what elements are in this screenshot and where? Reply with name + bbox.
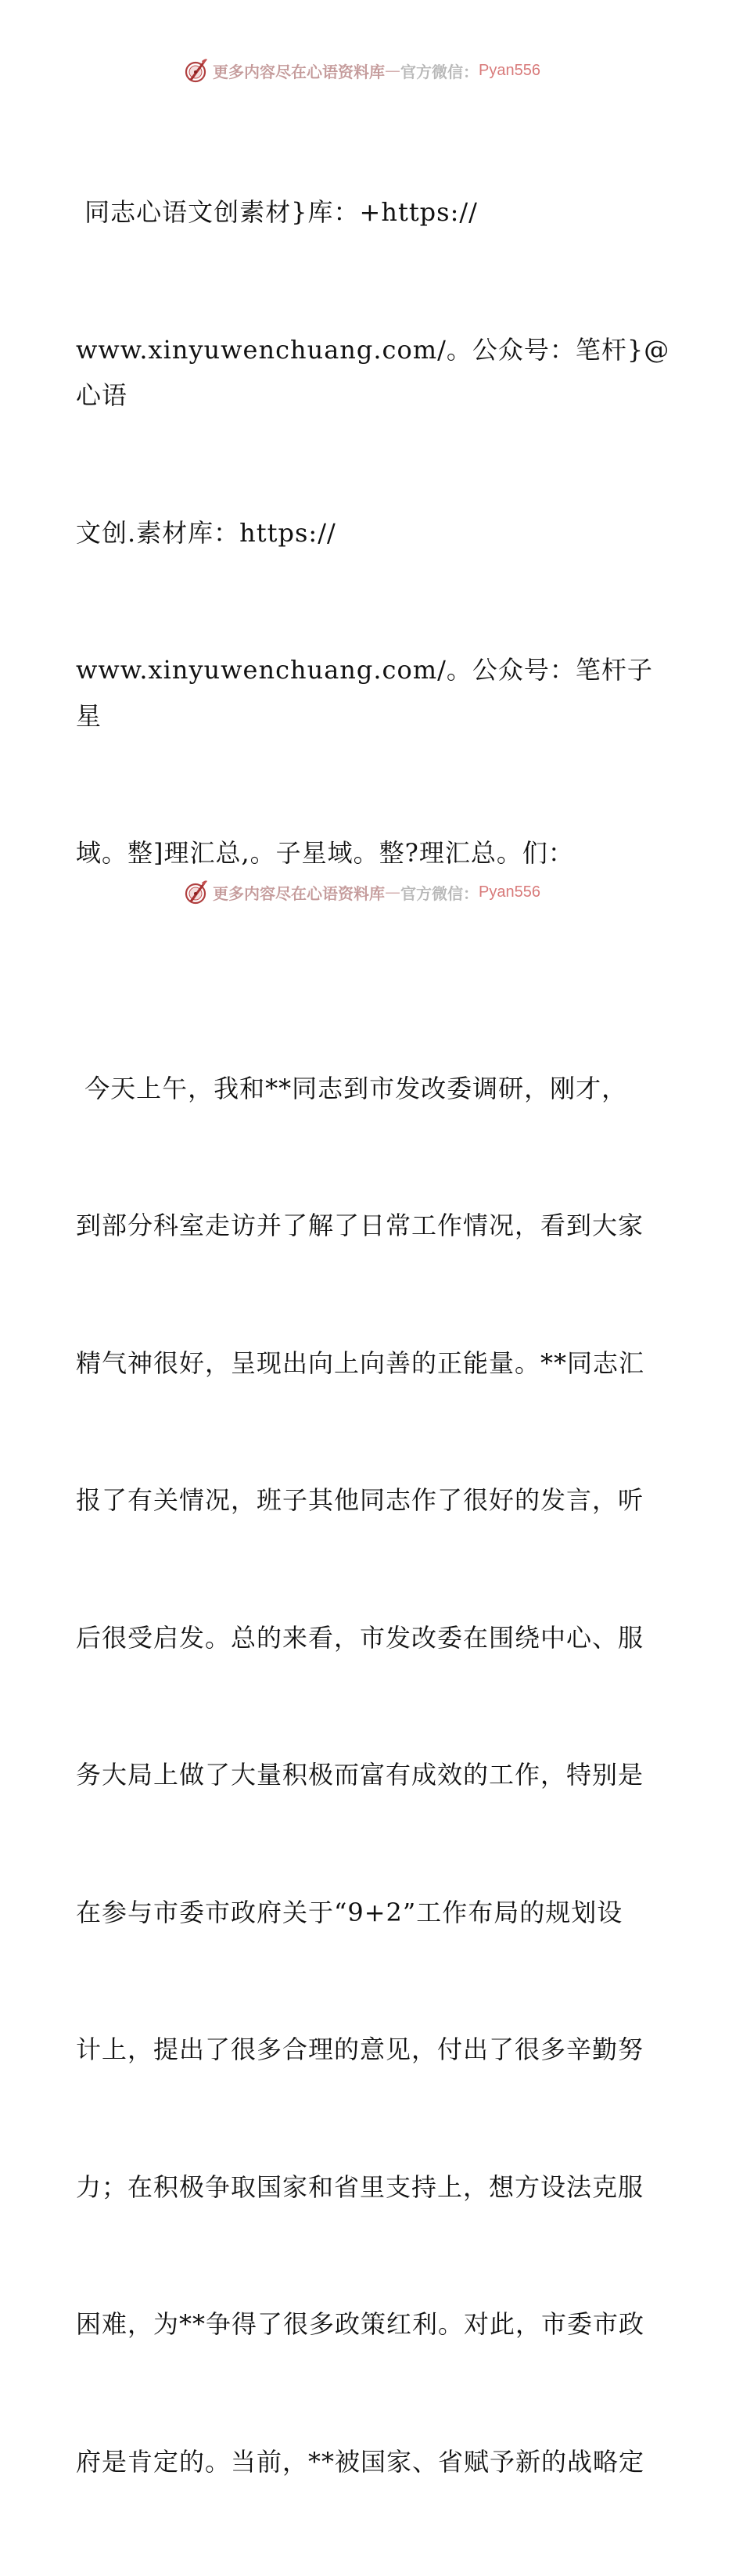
watermark-official-label: 官方微信：: [400, 59, 479, 82]
watermark-main-text: 更多内容尽在心语资料库: [213, 59, 385, 82]
header-watermark: [181, 55, 540, 86]
header-watermark-banner: [0, 55, 743, 86]
text-line: 同志心语文创素材}库：+https://: [76, 189, 670, 236]
text-line: 府是肯定的。当前，**被国家、省赋予新的战略定: [76, 2439, 670, 2485]
text-line: 后很受启发。总的来看，市发改委在围绕中心、服: [76, 1615, 670, 1661]
text-line: 在参与市委市政府关于“9+2”工作布局的规划设: [76, 1890, 670, 1936]
text-line: 困难，为**争得了很多政策红利。对此，市委市政: [76, 2301, 670, 2348]
text-line: 精气神很好，呈现出向上向善的正能量。**同志汇: [76, 1340, 670, 1387]
text-line: www.xinyuwenchuang.com/。公众号：笔杆子星: [76, 647, 670, 739]
paragraph-intro: [76, 98, 670, 968]
feather-pen-logo-icon: [181, 56, 210, 85]
text-line: 计上，提出了很多合理的意见，付出了很多辛勤努: [76, 2027, 670, 2073]
text-line: 文创.素材库：https://: [76, 510, 670, 556]
text-line: 到部分科室走访并了解了日常工作情况，看到大家: [76, 1203, 670, 1249]
text-line: www.xinyuwenchuang.com/。公众号：笔杆}@心语: [76, 327, 670, 419]
watermark-official-label: 官方微信：: [400, 881, 479, 904]
text-line: 务大局上做了大量积极而富有成效的工作，特别是: [76, 1752, 670, 1798]
text-line: 今天上午，我和**同志到市发改委调研，刚才，: [76, 1066, 670, 1112]
text-line: 报了有关情况，班子其他同志作了很好的发言，听: [76, 1477, 670, 1524]
watermark-wechat-id: Pyan556: [479, 883, 540, 901]
watermark-wechat-id: Pyan556: [479, 62, 540, 80]
text-line: 域。整]理汇总,。子星域。整?理汇总。们：: [76, 830, 670, 876]
feather-pen-logo-icon: [181, 878, 210, 906]
watermark-dash: —: [385, 61, 400, 80]
paragraph-main: [76, 974, 670, 2576]
text-line: 力；在积极争取国家和省里支持上，想方设法克服: [76, 2164, 670, 2211]
document-body: [76, 98, 670, 2576]
watermark-dash: —: [385, 883, 400, 901]
footer-watermark: [181, 876, 540, 908]
footer-watermark-banner: [0, 876, 743, 908]
watermark-main-text: 更多内容尽在心语资料库: [213, 881, 385, 904]
